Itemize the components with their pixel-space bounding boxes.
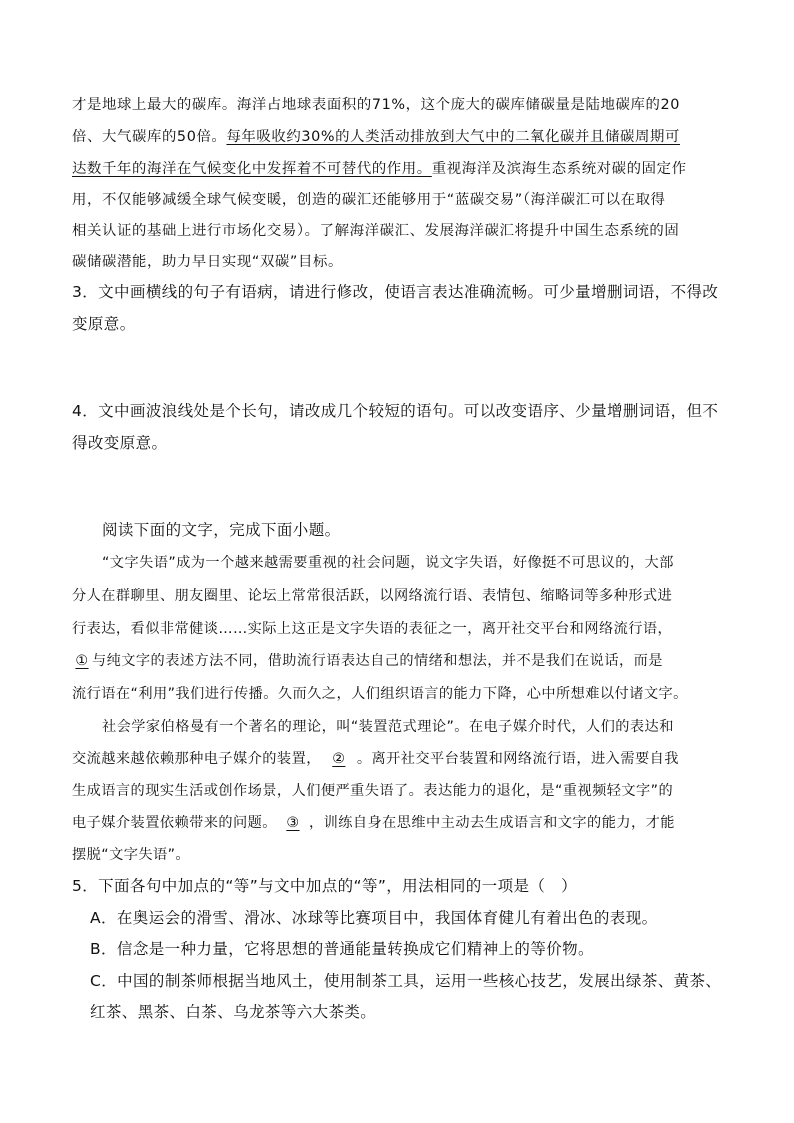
passage1-line-3-plain: 重视海洋及滨海生态系统对碳的固定作 (431, 161, 687, 177)
blank-2: ② (332, 751, 346, 767)
passage1-line-5: 相关认证的基础上进行市场化交易）。了解海洋碳汇、发展海洋碳汇将提升中国生态系统的固 (72, 223, 680, 239)
passage2-line-9 (72, 816, 675, 830)
option-b: B．信念是一种力量，它将思想的普通能量转换成它们精神上的等价物。 (90, 940, 594, 958)
passage1-line-2-plain: 倍、大气碳库的50倍。 (72, 129, 227, 145)
question-3-line-1: 3．文中画横线的句子有语病，请进行修改，使语言表达准确流畅。可少量增删词语，不得改 (72, 283, 719, 301)
passage1-line-3 (72, 162, 687, 176)
passage2-line-7-text-a: 交流越来越依赖那种电子媒介的装置， (72, 751, 321, 767)
reading-instruction: 阅读下面的文字，完成下面小题。 (102, 521, 341, 539)
passage2-line-4 (72, 654, 663, 668)
passage2-line-10: 摆脱“文字失语”。 (72, 847, 191, 863)
passage1-line-2 (72, 130, 680, 144)
passage2-line-3: 行表达，看似非常健谈……实际上这正是文字失语的表征之一，离开社交平台和网络流行语， (72, 621, 673, 637)
option-c-line-2: 红茶、黑茶、白茶、乌龙茶等六大茶类。 (90, 1003, 377, 1021)
question-4-line-2: 得改变原意。 (72, 434, 168, 452)
underlined-sentence-part-2: 达数千年的海洋在气候变化中发挥着不可替代的作用。 (72, 161, 432, 177)
option-c-line-1: C．中国的制茶师根据当地风土，使用制茶工具，运用一些核心技艺，发展出绿茶、黄茶、 (90, 972, 722, 990)
passage2-line-5: 流行语在“利用”我们进行传播。久而久之，人们组织语言的能力下降，心中所想难以付诸文字。 (72, 686, 688, 702)
passage1-line-1: 才是地球上最大的碳库。海洋占地球表面积的71%，这个庞大的碳库储碳量是陆地碳库的20 (72, 97, 680, 113)
question-5-stem: 5．下面各句中加点的“等”与文中加点的“等”，用法相同的一项是（ ） (72, 877, 578, 895)
underlined-sentence-part-1: 每年吸收约30%的人类活动排放到大气中的二氧化碳并且储碳周期可 (226, 129, 680, 145)
passage1-line-4: 用，不仅能够减缓全球气候变暖，创造的碳汇还能够用于“蓝碳交易”（海洋碳汇可以在取得 (72, 192, 666, 208)
passage2-line-1: “文字失语”成为一个越来越需要重视的社会问题，说文字失语，好像挺不可思议的，大部 (102, 555, 674, 571)
blank-3: ③ (286, 815, 300, 831)
question-4-line-1: 4．文中画波浪线处是个长句，请改成几个较短的语句。可以改变语序、少量增删词语，但不 (72, 402, 719, 420)
passage2-line-7-text-b: 。离开社交平台装置和网络流行语，进入需要自我 (356, 751, 679, 767)
option-a: A．在奥运会的滑雪、滑冰、冰球等比赛项目中，我国体育健儿有着出色的表现。 (90, 909, 658, 927)
passage2-line-8: 生成语言的现实生活或创作场景，人们便严重失语了。表达能力的退化，是“重视频轻文字”的 (72, 783, 674, 799)
passage2-line-4-text: 与纯文字的表述方法不同，借助流行语表达自己的情绪和想法，并不是我们在说话，而是 (92, 653, 663, 669)
passage2-line-7 (72, 752, 679, 766)
passage2-line-2: 分人在群聊里、朋友圈里、论坛上常常很活跃，以网络流行语、表情包、缩略词等多种形式进 (72, 588, 673, 604)
question-3-line-2: 变原意。 (72, 315, 136, 333)
passage2-line-6: 社会学家伯格曼有一个著名的理论，叫“装置范式理论”。在电子媒介时代，人们的表达和 (102, 719, 674, 735)
blank-1: ① (75, 653, 89, 669)
passage2-line-9-text-a: 电子媒介装置依赖带来的问题。 (72, 815, 277, 831)
passage2-line-9-text-b: ，训练自身在思维中主动去生成语言和文字的能力，才能 (308, 815, 675, 831)
passage1-line-6: 碳储碳潜能，助力早日实现“双碳”目标。 (72, 254, 343, 270)
